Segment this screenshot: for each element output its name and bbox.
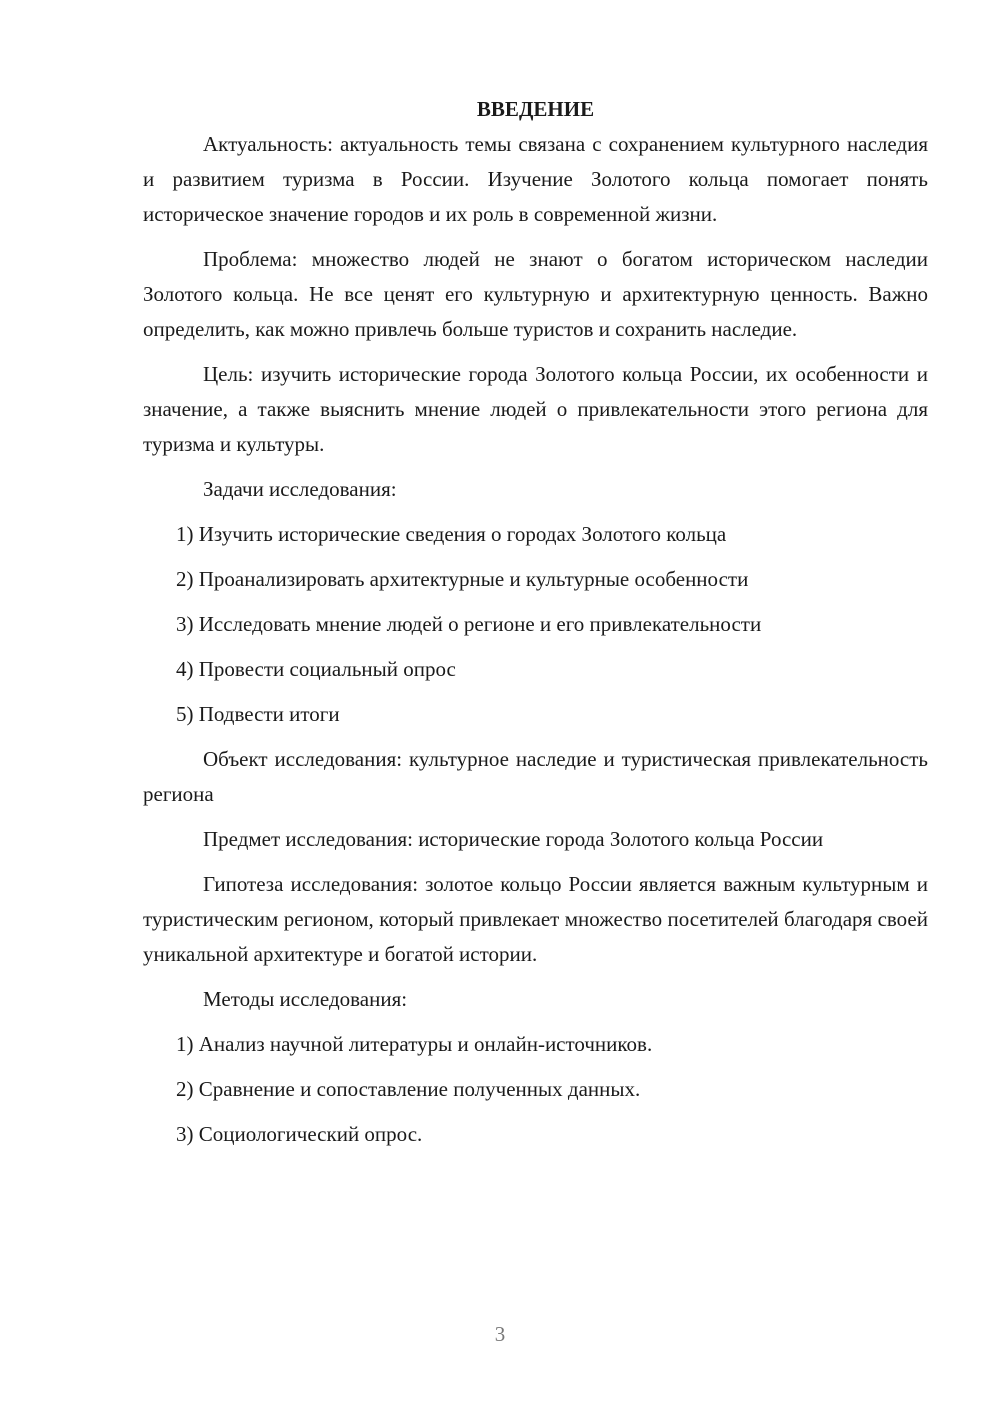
object-paragraph: Объект исследования: культурное наследие и туристическая привлекательность региона (143, 747, 928, 806)
page-number: 3 (494, 1322, 506, 1346)
methods-list (143, 1027, 928, 1152)
tasks-heading: Задачи исследования: (203, 477, 397, 501)
methods-heading: Методы исследования: (203, 987, 408, 1011)
section-title: ВВЕДЕНИЕ (476, 97, 595, 121)
list-item: 1) Изучить исторические сведения о городах Золотого кольца (176, 522, 727, 546)
subject-paragraph: Предмет исследования: исторические города Золотого кольца России (203, 827, 824, 851)
list-item: 2) Проанализировать архитектурные и культурные особенности (176, 567, 749, 591)
document-page (143, 92, 928, 1162)
list-item: 3) Социологический опрос. (176, 1122, 423, 1146)
problem-paragraph: Проблема: множество людей не знают о богатом историческом наследии Золотого кольца. Не все ценят его культурную и архитектурную ценность. Важно определить, как можно привлечь больше туристов и сохранить наследие. (143, 247, 928, 341)
list-item: 4) Провести социальный опрос (176, 657, 456, 681)
list-item: 5) Подвести итоги (176, 702, 340, 726)
goal-paragraph: Цель: изучить исторические города Золотого кольца России, их особенности и значение, а также выяснить мнение людей о привлекательности этого региона для туризма и культуры. (143, 362, 928, 456)
relevance-paragraph: Актуальность: актуальность темы связана с сохранением культурного наследия и развитием туризма в России. Изучение Золотого кольца помогает понять историческое значение городов и их роль в современной жизни. (143, 132, 928, 226)
list-item: 1) Анализ научной литературы и онлайн-источников. (176, 1032, 653, 1056)
hypothesis-paragraph: Гипотеза исследования: золотое кольцо России является важным культурным и туристическим регионом, который привлекает множество посетителей благодаря своей уникальной архитектуре и богатой истории. (143, 872, 928, 966)
list-item: 3) Исследовать мнение людей о регионе и его привлекательности (176, 612, 762, 636)
list-item: 2) Сравнение и сопоставление полученных данных. (176, 1077, 641, 1101)
tasks-list (143, 517, 928, 732)
